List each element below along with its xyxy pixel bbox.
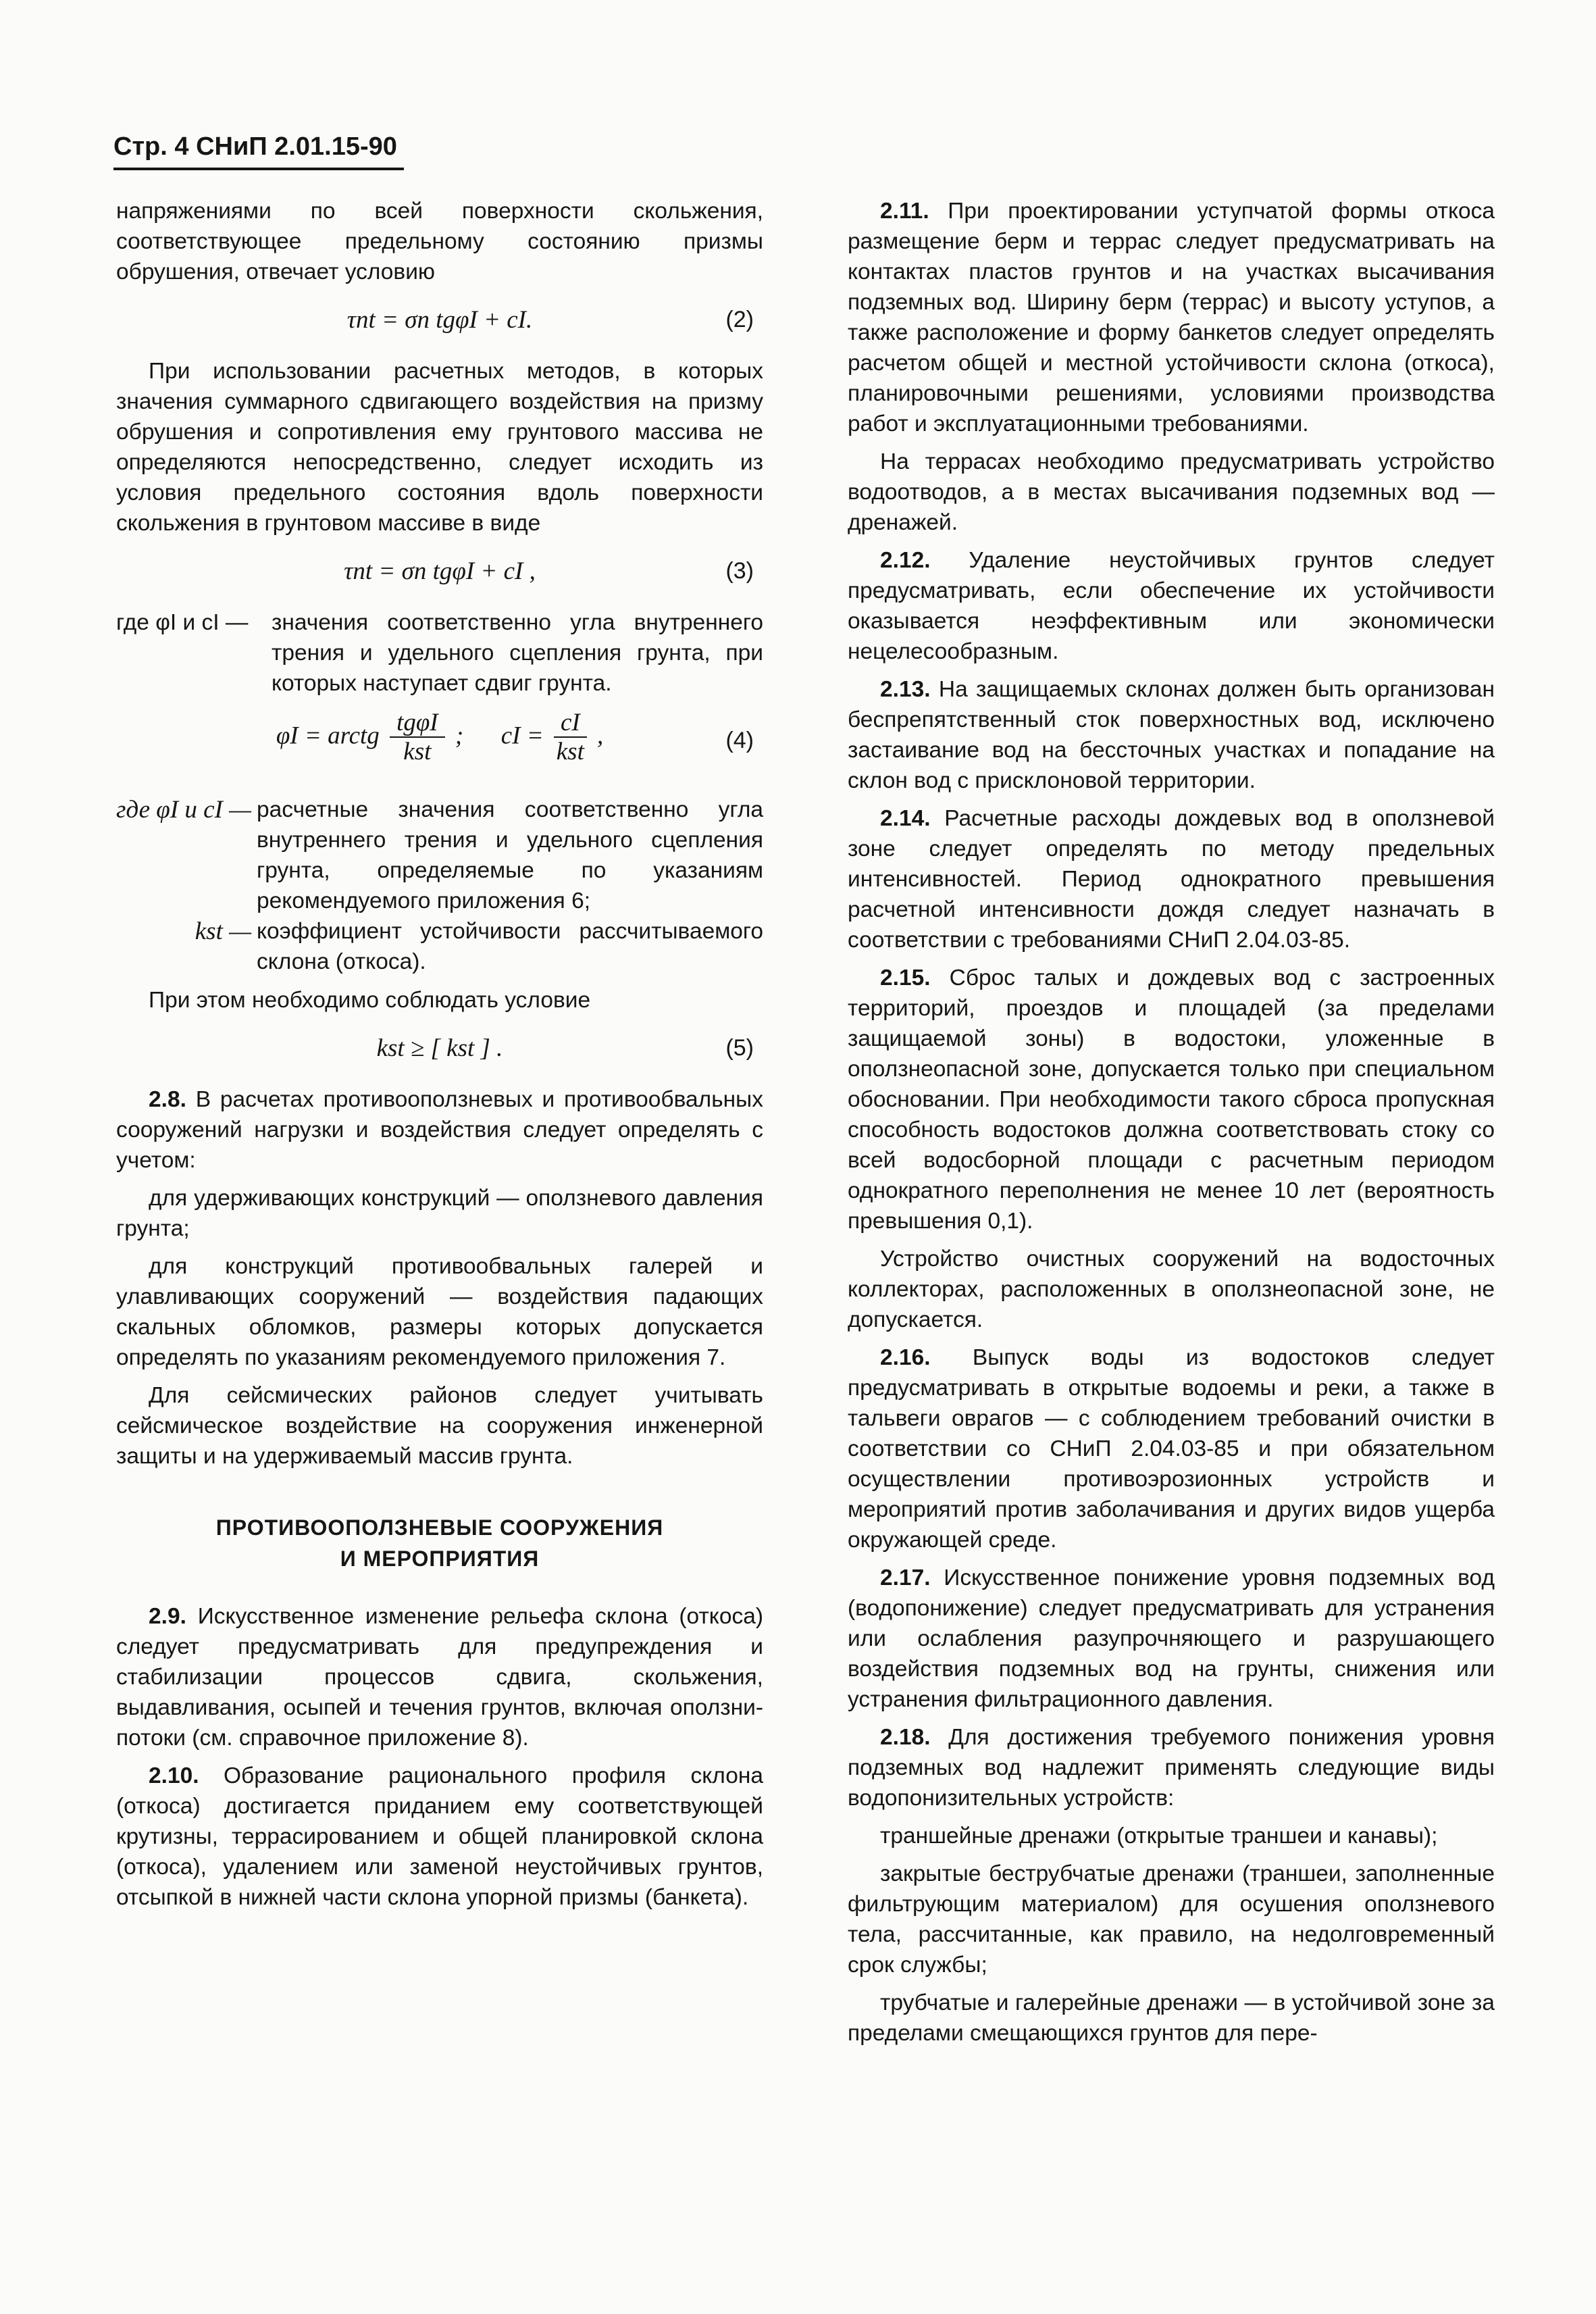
where-value: расчетные значения соответственно угла внутреннего трения и удельного сцепления грунта, определяемые по указаниям рекомендуемого приложения 6; [257,797,763,913]
formula-4-separator: ; [455,722,464,750]
page-header: Стр. 4 СНиП 2.01.15-90 [113,132,397,161]
formula-4-tail: , [596,722,604,750]
clause-2-11 [848,196,1495,439]
where-value: коэффициент устойчивости рассчитываемого склона (откоса). [257,919,763,974]
paragraph: Устройство очистных сооружений на водосточных коллекторах, расположенных в оползнеопасной зоне, не допускается. [848,1247,1495,1332]
formula-5 [116,1026,763,1074]
where-row [116,795,763,916]
clause-number: 2.12. [880,548,931,573]
paragraph: для удерживающих конструкций — оползневого давления грунта; [116,1186,763,1241]
clause-number: 2.16. [880,1345,931,1370]
formula-5-number: (5) [725,1035,754,1061]
clause-text: Образование рационального профиля склона (откоса) достигается приданием ему соответствующей крутизны, террасированием и общей планировкой склона (откоса), удалением или заменой неустойчивых грунтов, отсыпкой в нижней части склона упорной призмы (банкета). [116,1763,763,1910]
formula-4-lhs2: cI = [500,722,544,750]
paragraph: для конструкций противообвальных галерей и улавливающих сооружений — воздействия падающих скальных обломков, размеры которых допускается определять по указаниям рекомендуемого приложения 7. [116,1254,763,1370]
clause-number: 2.18. [880,1725,931,1750]
clause-2-14 [848,803,1495,955]
paragraph: закрытые беструбчатые дренажи (траншеи, заполненные фильтрующим материалом) для осушения оползневого тела, рассчитанные, как правило, на недолговременный срок службы; [848,1861,1495,1978]
where-text: значения соответственно угла внутреннего трения и удельного сцепления грунта, при которых наступает сдвиг грунта. [272,610,763,696]
where-block-2 [116,795,763,977]
where-block-1 [116,607,763,699]
clause-text: Сброс талых и дождевых вод с застроенных территорий, проездов и площадей (за пределами защищаемой зоны) в водостоки, уложенные в оползнеопасной зоне, допускается только при специальном обосновании. При необходимости такого сброса пропускная способность водостоков должна соответствовать стоку со всей водосборной площади с расчетным периодом однократного переполнения не менее 10 лет (вероятность превышения 0,1). [848,965,1495,1234]
paragraph: траншейные дренажи (открытые траншеи и канавы); [880,1823,1438,1848]
fraction-denominator: kst [556,738,584,765]
clause-2-17 [848,1563,1495,1715]
clause-text: Искусственное понижение уровня подземных вод (водопонижение) следует предусматривать для устранения или ослабления разупрочняющего и разрушающего воздействия подземных вод на грунты, снижения или устранения фильтрационного давления. [848,1565,1495,1712]
formula-3-expression: τnt = σn tgφI + cI , [344,557,536,585]
clause-number: 2.9. [149,1604,186,1629]
where-label: где φI и cI — [116,610,249,635]
clause-2-18 [848,1722,1495,1813]
formula-4-lhs1: φI = arctg [276,722,380,750]
clause-2-9 [116,1601,763,1753]
formula-5-expression: kst ≥ [ kst ] . [376,1034,503,1062]
clause-number: 2.13. [880,677,931,702]
clause-text: Расчетные расходы дождевых вод в оползневой зоне следует определять по методу предельных интенсивностей. Период однократного превышения расчетной интенсивности дождя следует назначать в соответствии с требованиями СНиП 2.04.03-85. [848,806,1495,953]
clause-number: 2.15. [880,965,931,990]
paragraph: При этом необходимо соблюдать условие [149,988,591,1013]
clause-text: Искусственное изменение рельефа склона (откоса) следует предусматривать для предупреждения и стабилизации процессов сдвига, скольжения, выдавливания, осыпей и течения грунтов, включая оползни-потоки (см. справочное приложение 8). [116,1604,763,1751]
clause-2-8 [116,1084,763,1176]
clause-text: Для достижения требуемого понижения уровня подземных вод надлежит применять следующие виды водопонизительных устройств: [848,1725,1495,1811]
paragraph: напряжениями по всей поверхности скольжения, соответствующее предельному состоянию призмы обрушения, отвечает условию [116,199,763,284]
clause-2-16 [848,1342,1495,1555]
formula-2-number: (2) [725,307,754,332]
clause-2-12 [848,545,1495,667]
where-key: kst — [195,917,251,945]
fraction-numerator: tgφI [390,709,445,738]
header-rule [113,168,404,170]
formula-4-fraction-1 [390,709,445,766]
where-row [116,916,763,977]
left-column [116,196,763,1920]
clause-number: 2.8. [149,1087,186,1112]
formula-4-fraction-2 [554,709,587,766]
clause-number: 2.17. [880,1565,931,1590]
where-key: где φI и cI — [116,796,251,824]
fraction-denominator: kst [403,738,432,765]
formula-4-number: (4) [725,728,754,753]
clause-text: При проектировании уступчатой формы откоса размещение берм и террас следует предусматривать на контактах пластов грунтов и на участках высачивания подземных вод. Ширину берм (террас) и высоту уступов, а также расположение и форму банкетов следует определять расчетом общей и местной устойчивости склона (откоса), планировочными решениями, условиями производства работ и эксплуатационными требованиями. [848,199,1495,436]
clause-text: На защищаемых склонах должен быть организован беспрепятственный сток поверхностных вод, исключено застаивание вод на бессточных участках и попадание на склон вод с присклоновой территории. [848,677,1495,793]
clause-number: 2.10. [149,1763,199,1788]
clause-2-10 [116,1761,763,1913]
paragraph: На террасах необходимо предусматривать устройство водоотводов, а в местах высачивания подземных вод — дренажей. [848,449,1495,535]
formula-3 [116,549,763,597]
clause-text: Удаление неустойчивых грунтов следует предусматривать, если обеспечение их устойчивости оказывается неэффективным или экономически нецелесообразным. [848,548,1495,664]
clause-number: 2.14. [880,806,931,831]
right-column [848,196,1495,2056]
paragraph: Для сейсмических районов следует учитывать сейсмическое воздействие на сооружения инженерной защиты и на удерживаемый массив грунта. [116,1383,763,1469]
formula-4 [116,709,763,784]
section-heading: ПРОТИВООПОЛЗНЕВЫЕ СООРУЖЕНИЯ И МЕРОПРИЯТИЯ [215,1515,664,1571]
clause-number: 2.11. [880,199,929,224]
clause-2-15 [848,963,1495,1236]
clause-text: В расчетах противооползневых и противообвальных сооружений нагрузки и воздействия следует определять с учетом: [116,1087,763,1173]
paragraph: При использовании расчетных методов, в которых значения суммарного сдвигающего воздействия на призму обрушения и сопротивления ему грунтового массива не определяются непосредственно, следует исходить из условия предельного состояния вдоль поверхности скольжения в грунтовом массиве в виде [116,359,763,536]
formula-4-expression [116,709,763,766]
formula-2 [116,298,763,345]
clause-text: Выпуск воды из водостоков следует предусматривать в открытые водоемы и реки, а также в тальвеги оврагов — с соблюдением требований очистки в соответствии со СНиП 2.04.03-85 и при обязательном осуществлении противоэрозионных устройств и мероприятий против заболачивания и других видов ущерба окружающей среде. [848,1345,1495,1553]
paragraph: трубчатые и галерейные дренажи — в устойчивой зоне за пределами смещающихся грунтов для пере- [848,1990,1495,2046]
clause-2-13 [848,674,1495,796]
formula-3-number: (3) [725,558,754,584]
fraction-numerator: cI [554,709,587,738]
formula-2-expression: τnt = σn tgφI + cI. [346,306,533,334]
